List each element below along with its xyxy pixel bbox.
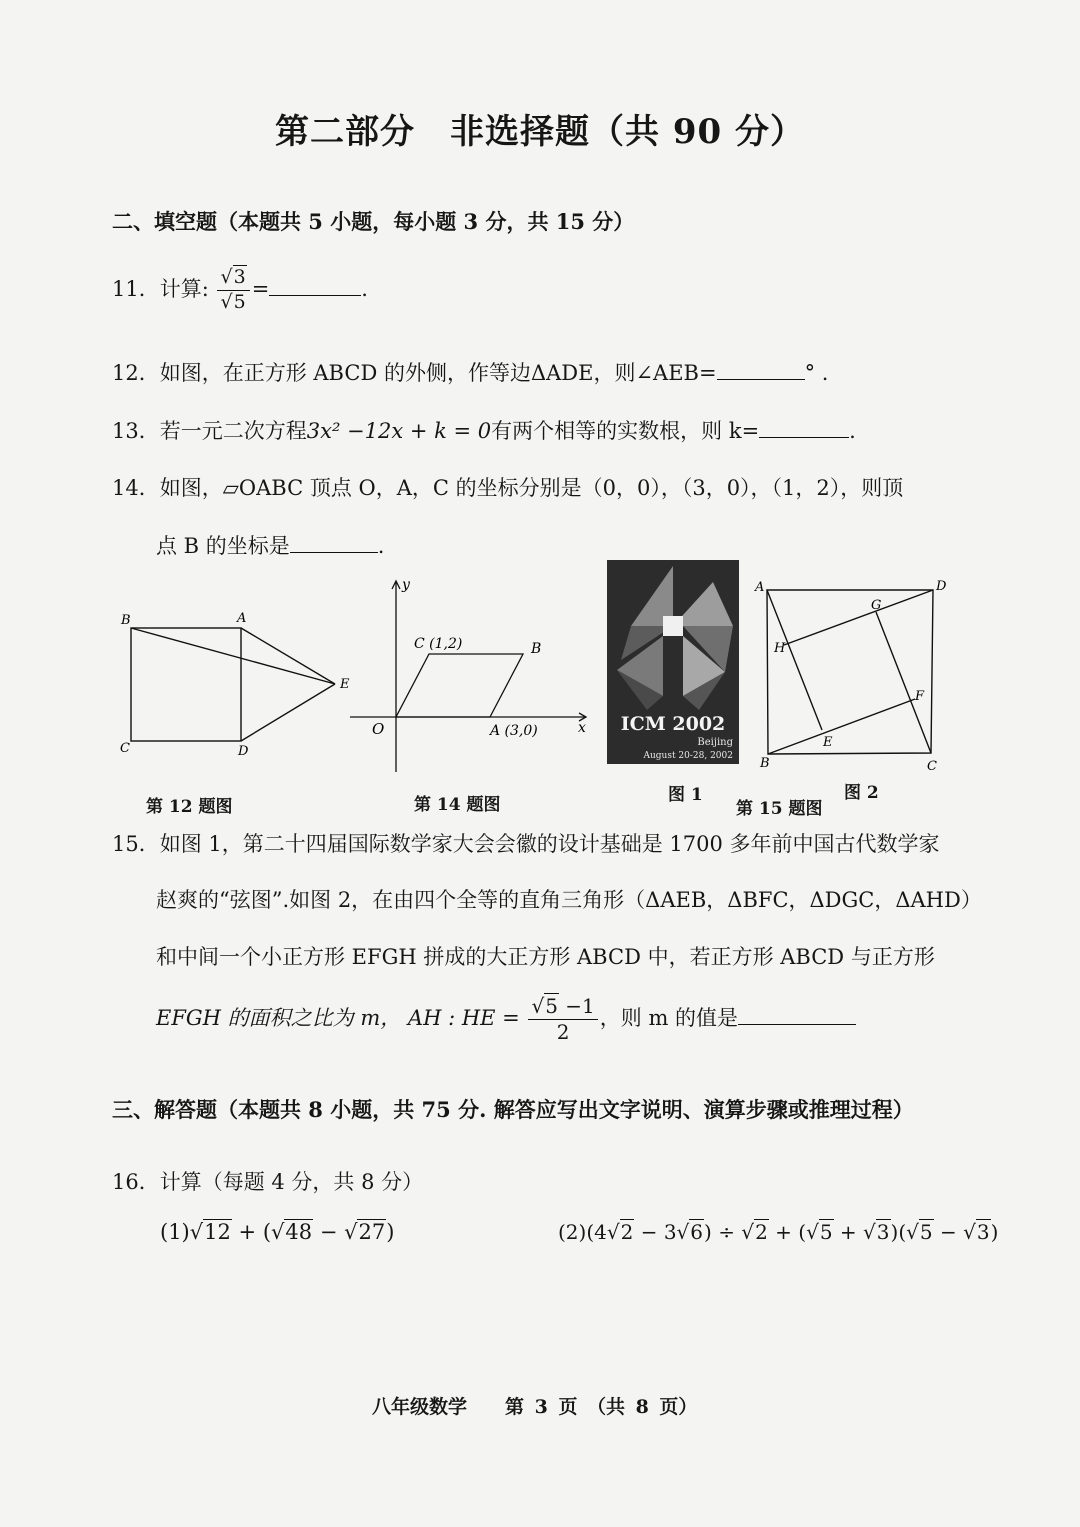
- question-15-line2: 赵爽的“弦图”.如图 2，在由四个全等的直角三角形（ΔAEB，ΔBFC，ΔDGC，ΔAHD）: [156, 888, 982, 912]
- fig12-label-b: B: [121, 613, 131, 628]
- q13-answer-blank[interactable]: [759, 436, 849, 438]
- fig14-label-o: O: [372, 720, 385, 738]
- section-2-heading: 二、填空题（本题共 5 小题，每小题 3 分，共 15 分）: [112, 209, 635, 234]
- q15-answer-blank[interactable]: [738, 1023, 856, 1025]
- fig12-label-d: D: [238, 744, 249, 759]
- fig15-label-c: C: [927, 759, 937, 774]
- fig12-label-e: E: [340, 677, 350, 692]
- q11-fraction: $\frac{√3}{√5}$: [217, 268, 249, 313]
- q11-prefix: 11．计算:: [112, 276, 209, 301]
- icm-logo-date: August 20-28, 2002: [643, 751, 733, 761]
- fig14-caption: 第 14 题图: [414, 795, 501, 815]
- q14-answer-blank[interactable]: [290, 551, 378, 553]
- question-14-line2: 点 B 的坐标是 .: [156, 534, 385, 558]
- fig12-label-a: A: [237, 611, 247, 626]
- icm-logo-title: ICM 2002: [620, 713, 726, 735]
- question-11: 11．计算: $\frac{√3}{√5}$ = .: [112, 266, 368, 313]
- figure-14: [350, 574, 600, 774]
- fig15-label-e: E: [823, 735, 833, 750]
- fig14-label-a: A (3,0): [490, 723, 538, 739]
- fig14-label-c: C (1,2): [414, 636, 463, 652]
- figure-12: [110, 600, 360, 770]
- fig15-label-b: B: [760, 756, 770, 771]
- q15-ratio-fraction: $\frac{√5 -1}{2}$: [528, 996, 597, 1043]
- q12-answer-blank[interactable]: [717, 378, 805, 380]
- question-15-line3: 和中间一个小正方形 EFGH 拼成的大正方形 ABCD 中，若正方形 ABCD 与正方形: [156, 945, 935, 969]
- question-16-part1: (1)√12 + (√48 − √27): [160, 1220, 395, 1244]
- fig12-caption: 第 12 题图: [146, 797, 233, 817]
- fig15-image2-caption: 图 2: [844, 783, 879, 803]
- page-title: 第二部分 非选择题（共 90 分）: [275, 112, 805, 152]
- question-12: 12．如图，在正方形 ABCD 的外侧，作等边ΔADE，则∠AEB= ° .: [112, 361, 829, 385]
- figure-15-icm-logo: [607, 560, 739, 764]
- question-13: 13．若一元二次方程3x² −12x + k = 0有两个相等的实数根，则 k= .: [112, 419, 856, 443]
- fig15-caption: 第 15 题图: [736, 799, 823, 819]
- fig14-label-y: y: [402, 577, 410, 593]
- fig15-label-d: D: [936, 579, 947, 594]
- fig15-label-f: F: [915, 689, 925, 704]
- question-14-line1: 14．如图，▱OABC 顶点 O，A，C 的坐标分别是（0，0），（3，0），（1，2），则顶: [112, 476, 904, 500]
- question-15-line1: 15．如图 1，第二十四届国际数学家大会会徽的设计基础是 1700 多年前中国古代数学家: [112, 832, 940, 856]
- page-footer: 八年级数学 第 3 页 （共 8 页）: [372, 1396, 698, 1418]
- fig14-label-b: B: [531, 641, 542, 657]
- question-15-line4: EFGH 的面积之比为 m， AH : HE = $\frac{√5 -1}{2}$ ，则 m 的值是: [156, 996, 856, 1043]
- figure-15-xiantu: [750, 574, 950, 774]
- question-16-title: 16．计算（每题 4 分，共 8 分）: [112, 1170, 424, 1194]
- fig15-label-h: H: [774, 641, 786, 656]
- question-16-part2: (2)(4√2 − 3√6) ÷ √2 + (√5 + √3)(√5 − √3): [558, 1220, 999, 1244]
- fig15-label-a: A: [755, 580, 765, 595]
- fig12-label-c: C: [120, 741, 130, 756]
- icm-logo-city: Beijing: [697, 737, 733, 748]
- section-3-heading: 三、解答题（本题共 8 小题，共 75 分. 解答应写出文字说明、演算步骤或推理过程）: [112, 1097, 914, 1122]
- q11-answer-blank[interactable]: [269, 294, 361, 296]
- fig15-image1-caption: 图 1: [668, 785, 703, 805]
- fig14-label-x: x: [578, 720, 586, 736]
- q13-equation: 3x² −12x + k = 0: [306, 419, 492, 443]
- fig15-label-g: G: [871, 598, 882, 613]
